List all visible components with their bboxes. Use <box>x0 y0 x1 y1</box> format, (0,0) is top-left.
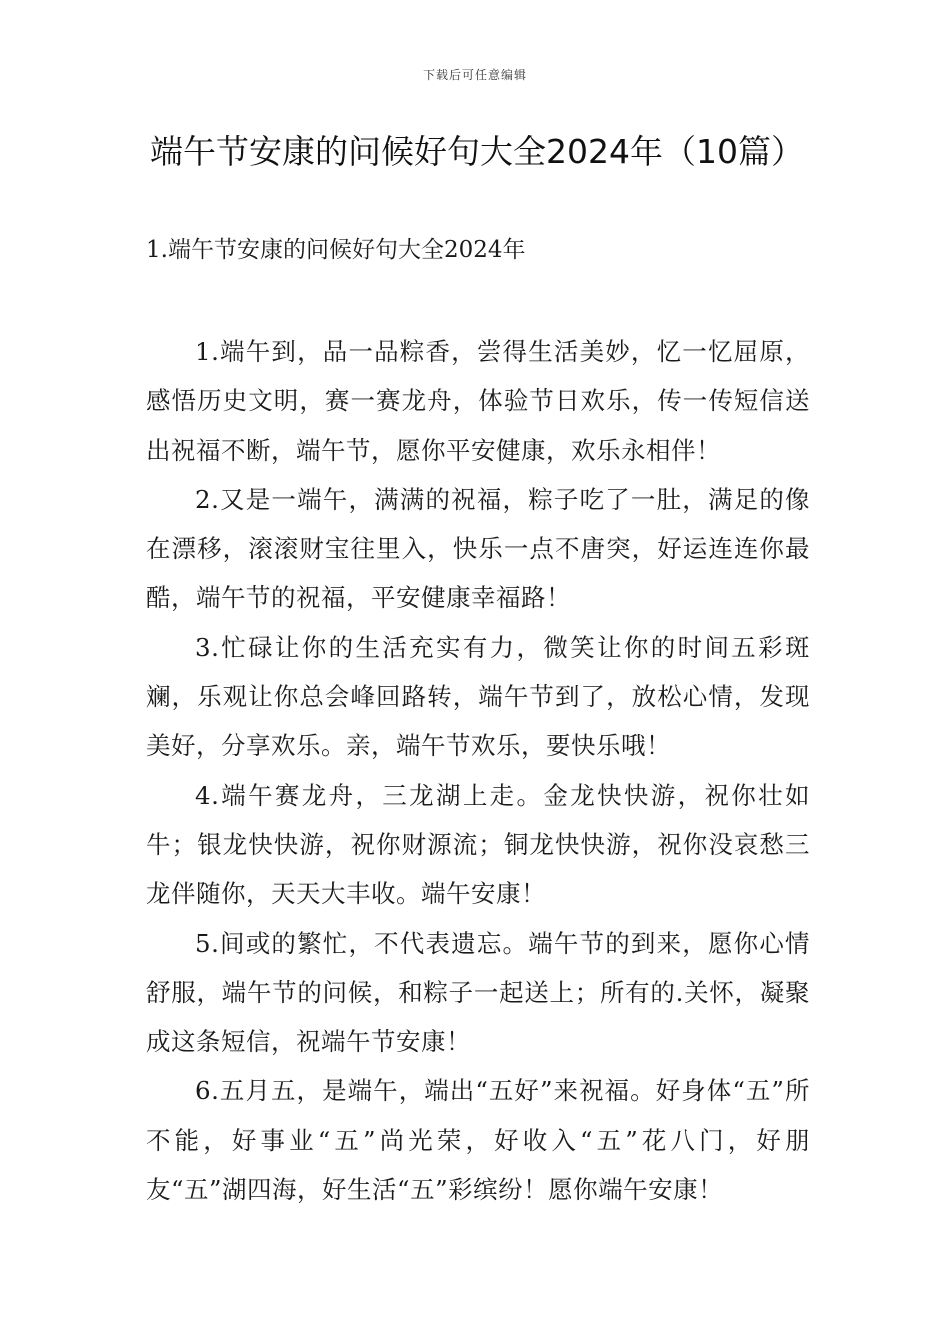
greeting-paragraph-6: 6.五月五，是端午，端出“五好”来祝福。好身体“五”所不能，好事业“五”尚光荣，好收入“五”花八门，好朋友“五”湖四海，好生活“五”彩缤纷！愿你端午安康！ <box>146 1076 810 1205</box>
greeting-paragraph-1: 1.端午到，品一品粽香，尝得生活美妙，忆一忆屈原，感悟历史文明，赛一赛龙舟，体验节日欢乐，传一传短信送出祝福不断，端午节，愿你平安健康，欢乐永相伴！ <box>146 337 810 465</box>
document-title: 端午节安康的问候好句大全2024年（10篇） <box>150 132 804 171</box>
greeting-paragraph-3: 3.忙碌让你的生活充实有力，微笑让你的时间五彩斑斓，乐观让你总会峰回路转，端午节到了，放松心情，发现美好，分享欢乐。亲，端午节欢乐，要快乐哦！ <box>146 632 810 761</box>
greeting-paragraph-4: 4.端午赛龙舟，三龙湖上走。金龙快快游，祝你壮如牛；银龙快快游，祝你财源流；铜龙快快游，祝你没哀愁三龙伴随你，天天大丰收。端午安康！ <box>146 780 810 909</box>
section-heading: 1.端午节安康的问候好句大全2024年 <box>146 237 526 263</box>
greeting-paragraph-5: 5.间或的繁忙，不代表遗忘。端午节的到来，愿你心情舒服，端午节的问候，和粽子一起送上；所有的.关怀，凝聚成这条短信，祝端午节安康！ <box>146 928 810 1057</box>
document-body <box>146 327 810 1214</box>
header-note: 下载后可任意编辑 <box>422 68 527 82</box>
greeting-paragraph-2: 2.又是一端午，满满的祝福，粽子吃了一肚，满足的像在漂移，滚滚财宝往里入，快乐一点不唐突，好运连连你最酷，端午节的祝福，平安健康幸福路！ <box>146 484 810 613</box>
